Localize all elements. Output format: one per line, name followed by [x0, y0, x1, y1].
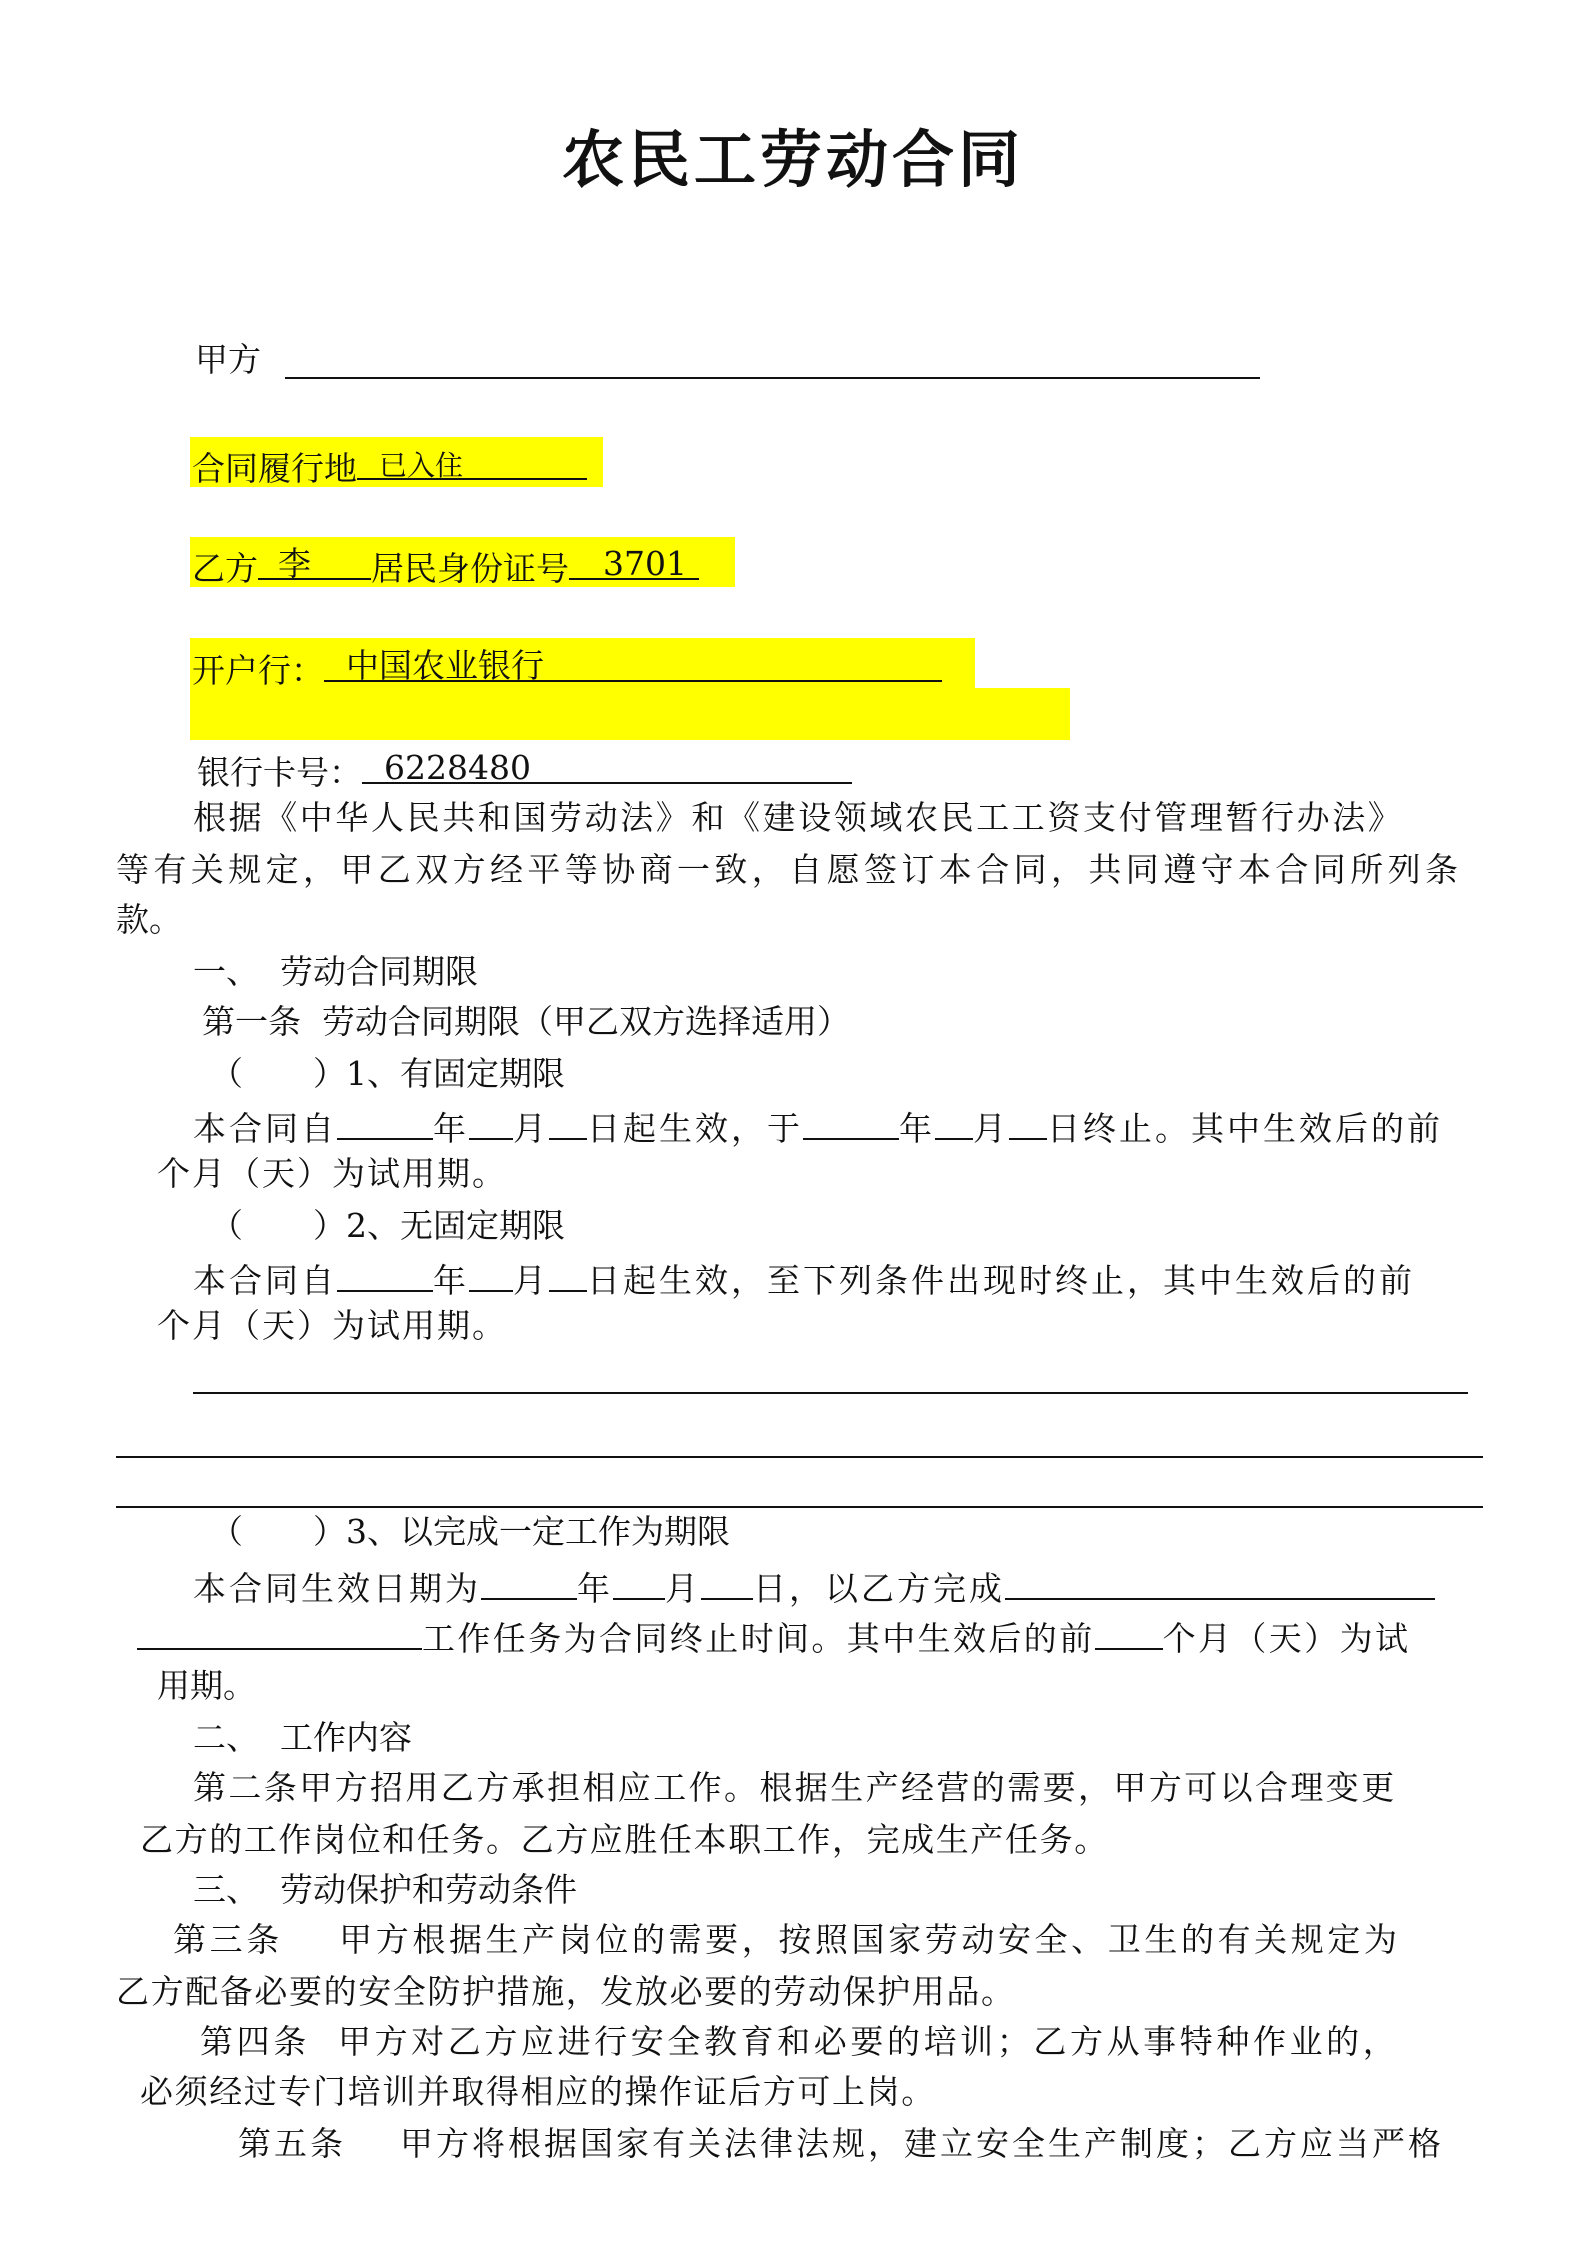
id-field[interactable]	[569, 544, 699, 583]
opt3-year-label: 年	[577, 1569, 613, 1608]
opt2-year-blank[interactable]	[337, 1256, 433, 1292]
option-2-label: ）2、无固定期限	[313, 1206, 565, 1245]
opt3-line2-end: 个月（天）为试	[1162, 1619, 1411, 1658]
id-label: 居民身份证号	[371, 549, 569, 588]
opt1-day2-blank[interactable]	[1009, 1104, 1047, 1140]
option-1	[210, 1054, 565, 1094]
opt1-month-label: 月	[513, 1109, 549, 1148]
opt3-task-blank-2[interactable]	[137, 1614, 422, 1650]
party-b-label: 乙方	[192, 549, 258, 588]
party-b-name: 李	[278, 544, 311, 583]
place-label: 合同履行地	[192, 449, 357, 488]
bank-label: 开户行：	[192, 651, 324, 690]
article-5-line-1: 第五条 甲方将根据国家有关法律法规，建立安全生产制度；乙方应当严格	[238, 2124, 1444, 2163]
document-title: 农民工劳动合同	[561, 123, 1024, 196]
opt2-month-blank[interactable]	[469, 1256, 513, 1292]
place-field[interactable]	[357, 444, 587, 480]
opt3-line2-text: 工作任务为合同终止时间。其中生效后的前	[422, 1619, 1095, 1658]
article-2-line-1: 第二条甲方招用乙方承担相应工作。根据生产经营的需要，甲方可以合理变更	[193, 1768, 1397, 1807]
preamble-line-3: 款。	[116, 900, 182, 939]
card-line	[197, 748, 852, 793]
opt3-text-start: 本合同生效日期为	[193, 1569, 481, 1608]
article-2-line-2: 乙方的工作岗位和任务。乙方应胜任本职工作，完成生产任务。	[140, 1820, 1109, 1859]
bank-line	[192, 646, 942, 691]
card-label: 银行卡号：	[197, 753, 362, 792]
condition-blank-2[interactable]	[116, 1456, 1483, 1458]
party-b-line	[192, 544, 699, 589]
opt1-end-text: 日终止。其中生效后的前	[1047, 1109, 1443, 1148]
opt1-year2-blank[interactable]	[803, 1104, 899, 1140]
option-2	[210, 1206, 565, 1246]
highlight-bank-extra	[190, 688, 1070, 740]
opt1-text-start: 本合同自	[193, 1109, 337, 1148]
preamble-line-1: 根据《中华人民共和国劳动法》和《建设领域农民工工资支付管理暂行办法》	[193, 798, 1404, 837]
option-1-label: ）1、有固定期限	[313, 1054, 565, 1093]
opt1-year2-label: 年	[899, 1109, 935, 1148]
option-3-label: ）3、以完成一定工作为期限	[313, 1512, 730, 1551]
option-3-checkbox[interactable]: （	[210, 1512, 243, 1551]
option-2-line-1	[193, 1256, 1415, 1301]
opt1-year-blank[interactable]	[337, 1104, 433, 1140]
bank-value: 中国农业银行	[346, 646, 544, 685]
id-value: 3701	[603, 544, 687, 583]
option-1-checkbox[interactable]: （	[210, 1054, 243, 1093]
section-3-heading: 三、 劳动保护和劳动条件	[193, 1870, 577, 1909]
opt2-end-text: 日起生效，至下列条件出现时终止，其中生效后的前	[587, 1261, 1415, 1300]
opt2-day-blank[interactable]	[549, 1256, 587, 1292]
option-3-line-3: 用期。	[157, 1666, 256, 1705]
option-2-checkbox[interactable]: （	[210, 1206, 243, 1245]
section-2-heading: 二、 工作内容	[193, 1718, 412, 1757]
article-1: 第一条 劳动合同期限（甲乙双方选择适用）	[202, 1002, 850, 1041]
option-3	[210, 1512, 730, 1552]
condition-blank-3[interactable]	[116, 1506, 1483, 1508]
opt1-year-label: 年	[433, 1109, 469, 1148]
opt1-day-start: 日起生效，于	[587, 1109, 803, 1148]
party-b-name-field[interactable]	[258, 544, 371, 583]
opt2-month-label: 月	[513, 1261, 549, 1300]
preamble-line-2: 等有关规定，甲乙双方经平等协商一致，自愿签订本合同，共同遵守本合同所列条	[116, 850, 1463, 889]
opt3-task-blank[interactable]	[1005, 1564, 1435, 1600]
option-2-line-2: 个月（天）为试用期。	[157, 1306, 507, 1345]
option-3-line-2	[137, 1614, 1410, 1659]
article-3-line-1: 第三条 甲方根据生产岗位的需要，按照国家劳动安全、卫生的有关规定为	[173, 1920, 1401, 1959]
opt3-month-blank[interactable]	[613, 1564, 665, 1600]
card-value: 6228480	[384, 748, 531, 787]
article-3-line-2: 乙方配备必要的安全防护措施，发放必要的劳动保护用品。	[116, 1972, 1016, 2011]
opt3-year-blank[interactable]	[481, 1564, 577, 1600]
card-field[interactable]	[362, 748, 852, 787]
opt1-month2-label: 月	[973, 1109, 1009, 1148]
article-4-line-2: 必须经过专门培训并取得相应的操作证后方可上岗。	[140, 2072, 936, 2111]
opt1-day-blank[interactable]	[549, 1104, 587, 1140]
opt3-text-mid: 日，以乙方完成	[753, 1569, 1005, 1608]
option-1-line-1	[193, 1104, 1443, 1149]
place-value: 已入住	[379, 449, 464, 482]
opt1-month-blank[interactable]	[469, 1104, 513, 1140]
party-a-label: 甲方	[195, 340, 261, 379]
opt3-month-label: 月	[665, 1569, 701, 1608]
opt2-text-start: 本合同自	[193, 1261, 337, 1300]
bank-field[interactable]	[324, 646, 942, 685]
option-1-line-2: 个月（天）为试用期。	[157, 1154, 507, 1193]
place-line	[192, 444, 587, 489]
condition-blank-1[interactable]	[193, 1392, 1468, 1394]
opt1-month2-blank[interactable]	[935, 1104, 973, 1140]
option-3-line-1	[193, 1564, 1435, 1609]
opt2-year-label: 年	[433, 1261, 469, 1300]
party-a-blank[interactable]	[285, 377, 1260, 379]
opt3-probation-blank[interactable]	[1095, 1614, 1163, 1650]
section-1-heading: 一、 劳动合同期限	[193, 952, 478, 991]
opt3-day-blank[interactable]	[701, 1564, 753, 1600]
article-4-line-1: 第四条 甲方对乙方应进行安全教育和必要的培训；乙方从事特种作业的，	[200, 2022, 1400, 2061]
